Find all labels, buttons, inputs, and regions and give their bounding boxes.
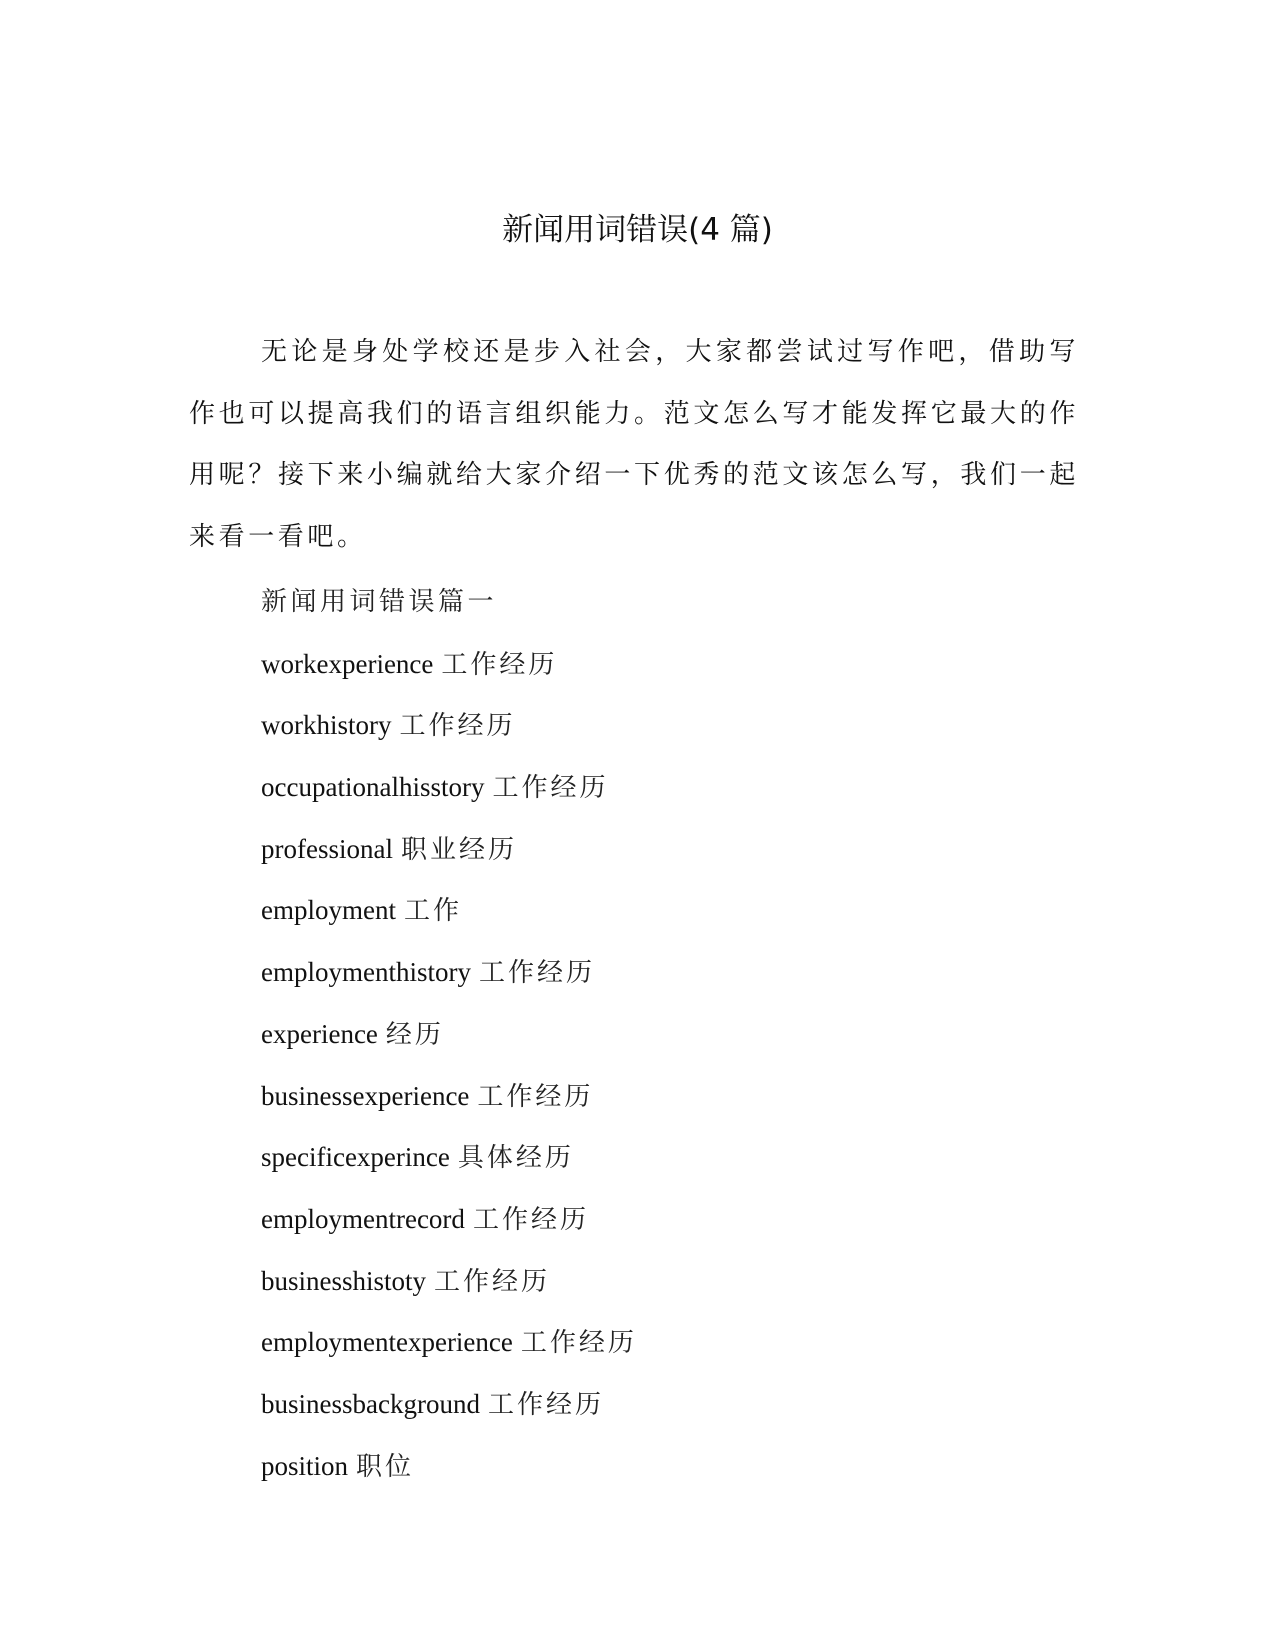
- document-title: 新闻用词错误(4 篇): [502, 212, 773, 248]
- term-chinese: 经历: [385, 1019, 444, 1050]
- term-chinese: 工作经历: [492, 773, 609, 804]
- list-item: [261, 1127, 1061, 1189]
- term-chinese: 职业经历: [400, 834, 517, 865]
- list-item: [261, 757, 1061, 819]
- term-english: businessbackground: [261, 1388, 480, 1419]
- term-chinese: 工作经历: [472, 1204, 589, 1235]
- term-english: businesshistoty: [261, 1265, 427, 1296]
- term-chinese: 工作: [403, 896, 462, 927]
- term-english: businessexperience: [261, 1080, 470, 1111]
- term-english: specificexperince: [261, 1142, 450, 1173]
- term-english: employment: [261, 895, 396, 926]
- list-item: [261, 880, 1061, 942]
- list-item: [261, 634, 1061, 696]
- term-chinese: 工作经历: [520, 1328, 637, 1359]
- section-heading-text: 新闻用词错误篇一: [261, 587, 498, 617]
- intro-paragraph: 无论是身处学校还是步入社会，大家都尝试过写作吧，借助写作也可以提高我们的语言组织能力。范文怎么写才能发挥它最大的作用呢？接下来小编就给大家介绍一下优秀的范文该怎么写，我们一起来看一看吧。: [189, 337, 1079, 552]
- term-english: employmentexperience: [261, 1327, 513, 1358]
- term-english: employmenthistory: [261, 957, 471, 988]
- list-item: [261, 1004, 1061, 1066]
- term-english: employmentrecord: [261, 1203, 465, 1234]
- term-english: workhistory: [261, 710, 392, 741]
- term-chinese: 工作经历: [477, 1081, 594, 1112]
- term-chinese: 工作经历: [399, 711, 516, 742]
- list-item: [261, 1374, 1061, 1436]
- list-item: [261, 695, 1061, 757]
- list-item: [261, 1189, 1061, 1251]
- section-heading: [261, 572, 1061, 634]
- list-item: [261, 1436, 1061, 1498]
- term-chinese: 具体经历: [457, 1143, 574, 1174]
- term-english: workexperience: [261, 648, 434, 679]
- term-english: experience: [261, 1018, 378, 1049]
- term-english: occupationalhisstory: [261, 772, 485, 803]
- list-item: [261, 942, 1061, 1004]
- list-item: [261, 1066, 1061, 1128]
- term-list: [261, 572, 1061, 1497]
- list-item: [261, 819, 1061, 881]
- list-item: [261, 1251, 1061, 1313]
- list-item: [261, 1312, 1061, 1374]
- term-chinese: 工作经历: [487, 1389, 604, 1420]
- term-chinese: 工作经历: [434, 1266, 551, 1297]
- term-english: professional: [261, 833, 393, 864]
- term-chinese: 职位: [356, 1451, 415, 1482]
- term-chinese: 工作经历: [478, 958, 595, 989]
- term-english: position: [261, 1450, 349, 1481]
- term-chinese: 工作经历: [441, 649, 558, 680]
